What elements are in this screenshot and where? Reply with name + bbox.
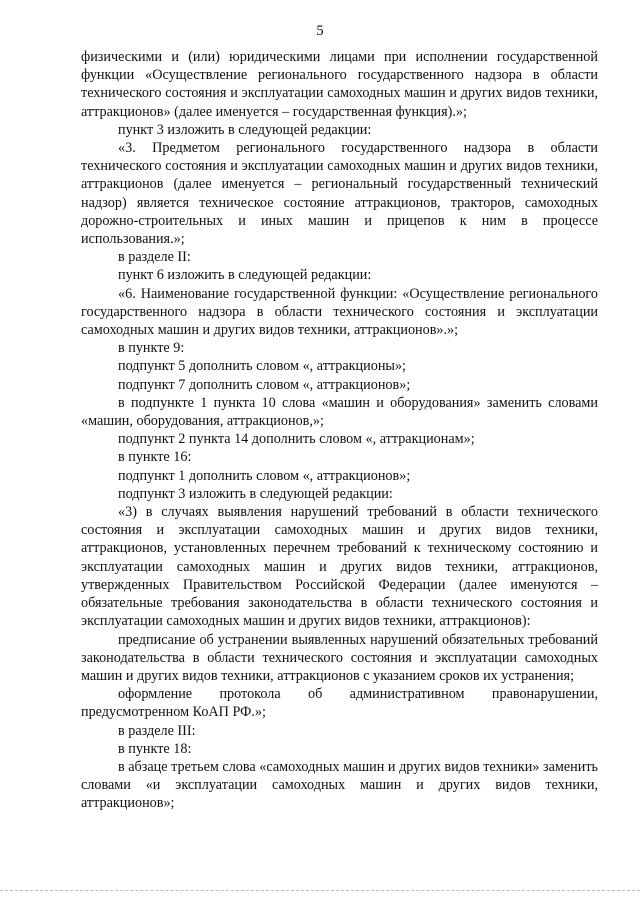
paragraph: в пункте 18: — [118, 740, 192, 757]
paragraph: подпункт 5 дополнить словом «, аттракционы»; — [118, 358, 406, 375]
paragraph: пункт 6 изложить в следующей редакции: — [118, 267, 372, 284]
paragraph: подпункт 7 дополнить словом «, аттракционов»; — [118, 376, 411, 393]
paragraph: физическими и (или) юридическими лицами при исполнении государственной функции «Осуществление регионального государственного надзора в области технического состояния и эксплуатации самоходных машин и других видов техники, аттракционов» (далее именуется – государственная функция).»; — [81, 49, 598, 120]
paragraph: «3) в случаях выявления нарушений требований в области технического состояния и эксплуатации самоходных машин и других видов техники, аттракционов, установленных перечнем требований к техническому состоянию и эксплуатации самоходных машин и других видов техники, аттракционов, утвержденных Правительством Российской Федерации (далее именуются – обязательные требования законодательства в области технического состояния и эксплуатации самоходных машин и других видов техники, аттракционов): — [81, 504, 598, 630]
paragraph: оформление протокола об административном правонарушении, предусмотренном КоАП РФ.»; — [81, 686, 598, 721]
paragraph: пункт 3 изложить в следующей редакции: — [118, 121, 372, 138]
paragraph: «6. Наименование государственной функции: «Осуществление регионального государственного надзора в области технического состояния и эксплуатации самоходных машин и других видов техники, аттракционов».»; — [81, 285, 598, 339]
paragraph: в пункте 9: — [118, 340, 185, 357]
paragraph: в разделе III: — [118, 722, 196, 739]
paragraph: предписание об устранении выявленных нарушений обязательных требований законодательства в области технического состояния и эксплуатации самоходных машин и других видов техники, аттракционов с указанием сроков их устранения; — [81, 631, 598, 684]
paragraph: подпункт 3 изложить в следующей редакции: — [118, 485, 393, 502]
scan-bottom-edge — [0, 890, 640, 891]
paragraph: подпункт 2 пункта 14 дополнить словом «, аттракционам»; — [118, 431, 475, 448]
document-body — [81, 48, 598, 813]
paragraph: в абзаце третьем слова «самоходных машин и других видов техники» заменить словами «и эксплуатации самоходных машин и других видов техники, аттракционов»; — [81, 758, 598, 812]
paragraph: в пункте 16: — [118, 449, 192, 466]
paragraph: подпункт 1 дополнить словом «, аттракционов»; — [118, 467, 411, 484]
paragraph: в подпункте 1 пункта 10 слова «машин и оборудования» заменить словами «машин, оборудования, аттракционов,»; — [81, 394, 598, 430]
page-number: 5 — [316, 23, 324, 39]
paragraph: в разделе II: — [118, 249, 191, 266]
paragraph: «3. Предметом регионального государственного надзора в области технического состояния и эксплуатации самоходных машин и других видов техники, аттракционов (далее именуется – региональный государственный технический надзор) является техническое состояние аттракционов, тракторов, самоходных дорожно-строительных и иных машин и прицепов к ним в процессе использования.»; — [81, 140, 598, 248]
